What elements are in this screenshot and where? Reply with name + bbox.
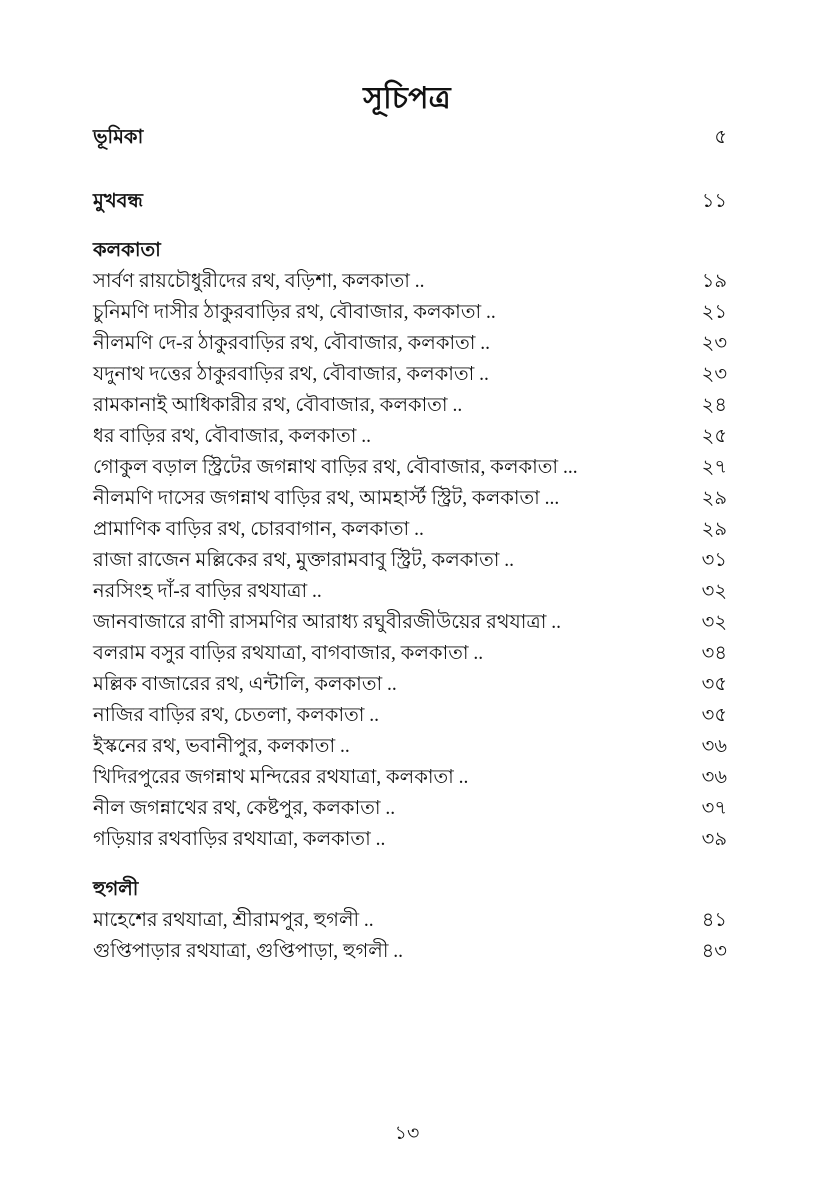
toc-entry-label: যদুনাথ দত্তের ঠাকুরবাড়ির রথ, বৌবাজার, কলকাতা .. xyxy=(93,364,489,385)
toc-section-label: হুগলী xyxy=(93,878,139,900)
toc-entry-page: ২৭ xyxy=(701,457,727,478)
toc-entry-page: ৫ xyxy=(714,127,727,148)
toc-entry[interactable] xyxy=(93,675,727,695)
toc-entry[interactable] xyxy=(93,427,727,447)
toc-entry-page: ৩৯ xyxy=(701,829,727,850)
toc-section-heading-hooghly xyxy=(93,880,727,900)
toc-entry[interactable] xyxy=(93,613,727,633)
toc-entry-page: ২৯ xyxy=(701,519,727,540)
toc-entry-label: নাজির বাড়ির রথ, চেতলা, কলকাতা .. xyxy=(93,705,380,726)
toc-entry[interactable] xyxy=(93,911,727,931)
toc-entry-page: ৩৪ xyxy=(701,643,727,664)
toc-entry-page: ১৯ xyxy=(701,271,727,292)
toc-entry[interactable] xyxy=(93,582,727,602)
toc-entry-label: বলরাম বসুর বাড়ির রথযাত্রা, বাগবাজার, কলকাতা .. xyxy=(93,643,484,664)
toc-entry[interactable] xyxy=(93,489,727,509)
toc-entry-page: ৩৬ xyxy=(701,767,727,788)
toc-entry[interactable] xyxy=(93,737,727,757)
toc-entry[interactable] xyxy=(93,942,727,962)
toc-entry[interactable] xyxy=(93,458,727,478)
toc-entry-label: খিদিরপুরের জগন্নাথ মন্দিরের রথযাত্রা, কলকাতা .. xyxy=(93,767,469,788)
toc-entry-page: ১১ xyxy=(701,190,727,212)
toc-entry-page: ৩৫ xyxy=(701,705,727,726)
toc-entry-front-1[interactable] xyxy=(93,192,727,212)
toc-entry-label: গোকুল বড়াল স্ট্রিটের জগন্নাথ বাড়ির রথ, বৌবাজার, কলকাতা ... xyxy=(93,457,578,478)
toc-entry[interactable] xyxy=(93,272,727,292)
toc-entry[interactable] xyxy=(93,334,727,354)
toc-entry[interactable] xyxy=(93,830,727,850)
toc-entry[interactable] xyxy=(93,396,727,416)
toc-entry-label: জানবাজারে রাণী রাসমণির আরাধ্য রঘুবীরজীউয়ের রথযাত্রা .. xyxy=(93,612,561,633)
toc-section-heading-kolkata xyxy=(93,241,727,261)
toc-entry-label: মল্লিক বাজারের রথ, এন্টালি, কলকাতা .. xyxy=(93,674,397,695)
toc-entry-page: ৩২ xyxy=(701,612,727,633)
toc-entry-page: ৩৫ xyxy=(701,674,727,695)
toc-entry-page: ৩৬ xyxy=(701,736,727,757)
spacer xyxy=(93,899,727,911)
toc-entry-page: ৪৩ xyxy=(701,940,727,962)
toc-entry-label: ধর বাড়ির রথ, বৌবাজার, কলকাতা .. xyxy=(93,426,372,447)
toc-entry[interactable] xyxy=(93,706,727,726)
spacer xyxy=(93,850,727,880)
spacer xyxy=(93,211,727,241)
toc-entry-page: ২১ xyxy=(701,302,727,323)
toc-entry[interactable] xyxy=(93,768,727,788)
page-title: সূচিপত্র xyxy=(363,82,451,115)
spacer xyxy=(93,148,727,192)
toc-entry-label: চুনিমণি দাসীর ঠাকুরবাড়ির রথ, বৌবাজার, কলকাতা .. xyxy=(93,302,496,323)
toc-entry-page: ৩৭ xyxy=(701,798,727,819)
toc-entry-label: প্রামাণিক বাড়ির রথ, চোরবাগান, কলকাতা .. xyxy=(93,519,424,540)
toc-entry[interactable] xyxy=(93,799,727,819)
toc-entry-page: ৩২ xyxy=(701,581,727,602)
toc-entry-label: নরসিংহ দাঁ-র বাড়ির রথযাত্রা .. xyxy=(93,581,322,602)
toc-entry[interactable] xyxy=(93,520,727,540)
toc-entry-label: ইস্কনের রথ, ভবানীপুর, কলকাতা .. xyxy=(93,736,350,757)
toc-entry-label: মাহেশের রথযাত্রা, শ্রীরামপুর, হুগলী .. xyxy=(93,909,374,931)
table-of-contents xyxy=(93,128,727,961)
toc-entry[interactable] xyxy=(93,644,727,664)
toc-entry-label: মুখবন্ধ xyxy=(93,190,143,212)
toc-entry-label: গুপ্তিপাড়ার রথযাত্রা, গুপ্তিপাড়া, হুগলী .. xyxy=(93,940,404,962)
toc-entry-front-0[interactable] xyxy=(93,128,727,148)
toc-entry-label: সার্বণ রায়চৌধুরীদের রথ, বড়িশা, কলকাতা .. xyxy=(93,271,425,292)
toc-entry[interactable] xyxy=(93,551,727,571)
toc-entry-page: ২৩ xyxy=(701,364,727,385)
toc-entry-page: ৩১ xyxy=(701,550,727,571)
page-folio-number: ১৩ xyxy=(394,1123,420,1144)
toc-entry-label: নীল জগন্নাথের রথ, কেষ্টপুর, কলকাতা .. xyxy=(93,798,396,819)
toc-entry-label: রাজা রাজেন মল্লিকের রথ, মুক্তারামবাবু স্ট্রিট, কলকাতা .. xyxy=(93,550,514,571)
toc-entry-label: নীলমণি দাসের জগন্নাথ বাড়ির রথ, আমহার্স্ট স্ট্রিট, কলকাতা ... xyxy=(93,488,560,509)
toc-entry-page: ৪১ xyxy=(701,909,727,931)
toc-entry-label: নীলমণি দে-র ঠাকুরবাড়ির রথ, বৌবাজার, কলকাতা .. xyxy=(93,333,491,354)
toc-entry-page: ২৯ xyxy=(701,488,727,509)
toc-section-label: কলকাতা xyxy=(93,240,161,261)
toc-entry-label: গড়িয়ার রথবাড়ির রথযাত্রা, কলকাতা .. xyxy=(93,829,386,850)
toc-entry[interactable] xyxy=(93,365,727,385)
toc-entry-page: ২৪ xyxy=(701,395,727,416)
toc-entry-label: ভূমিকা xyxy=(93,127,144,148)
spacer xyxy=(93,930,727,942)
toc-entry[interactable] xyxy=(93,303,727,323)
toc-entry-label: রামকানাই আধিকারীর রথ, বৌবাজার, কলকাতা .. xyxy=(93,395,463,416)
toc-entry-page: ২৫ xyxy=(701,426,727,447)
toc-entry-page: ২৩ xyxy=(701,333,727,354)
